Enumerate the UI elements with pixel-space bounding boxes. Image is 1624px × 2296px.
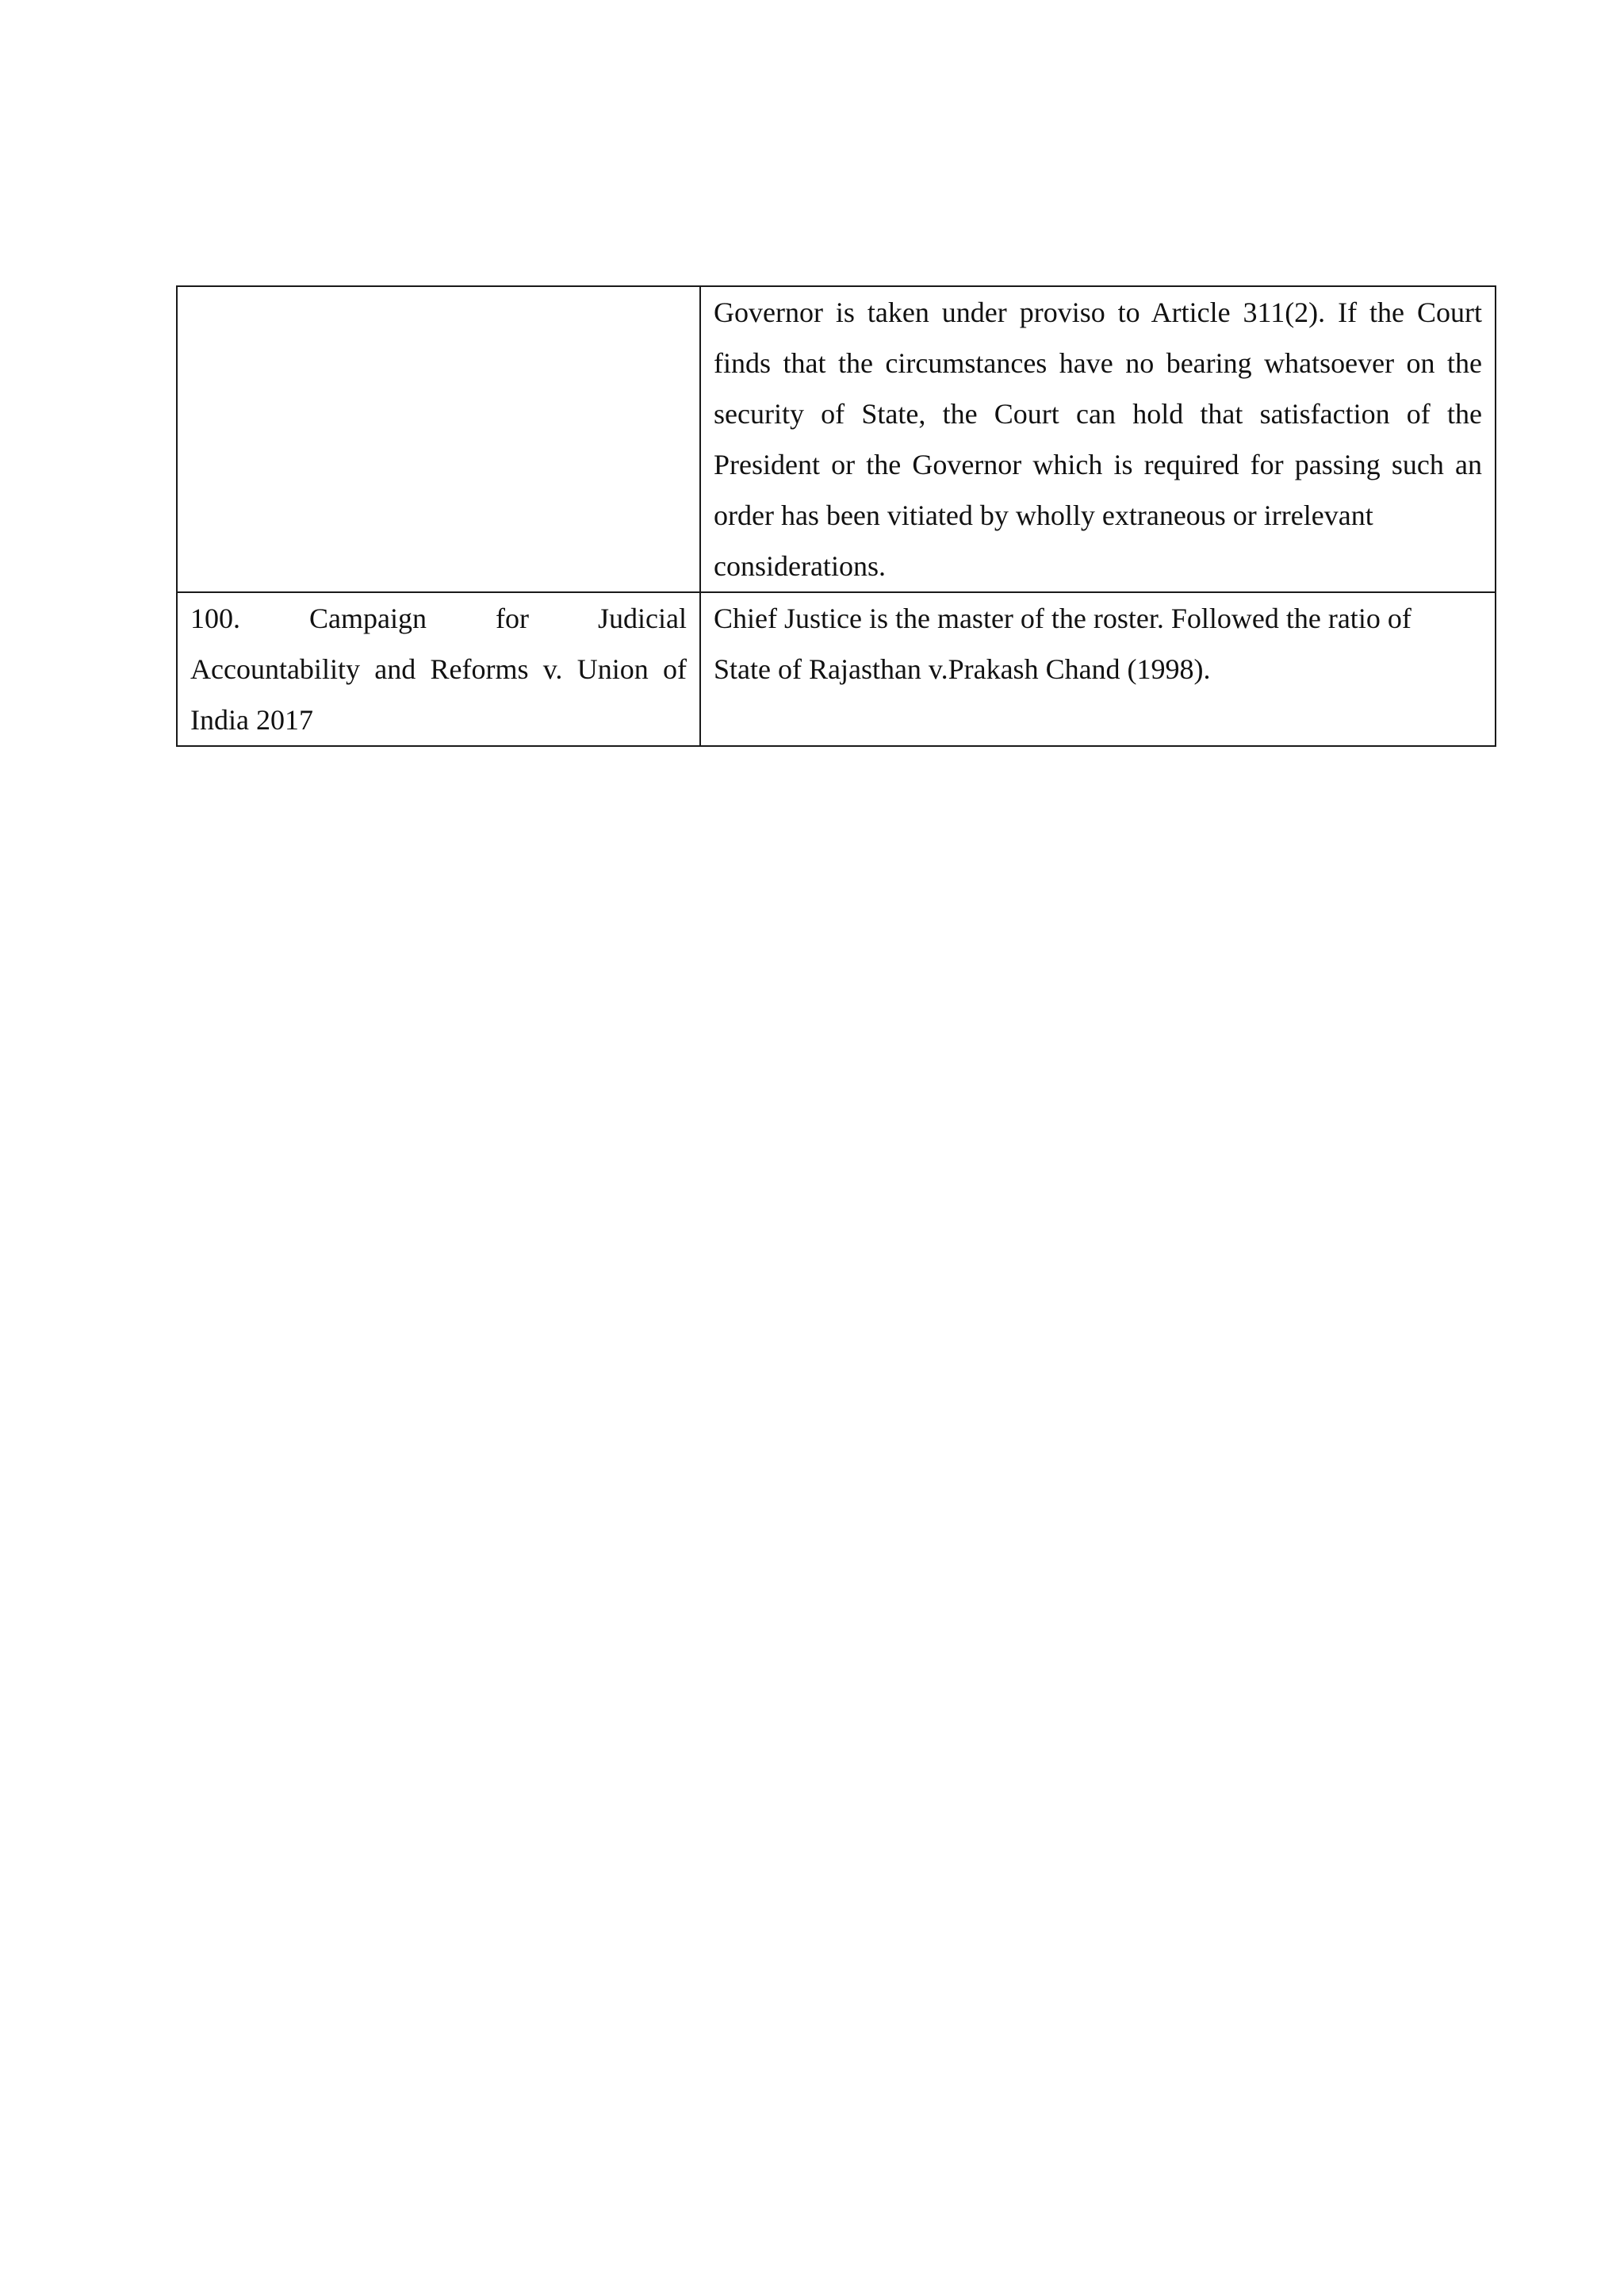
ratio-line: Governor is taken under proviso to Article 311(2). If the Court: [714, 297, 1482, 328]
ratio-line: security of State, the Court can hold that satisfaction of the: [714, 398, 1482, 430]
case-line: 100. Campaign for Judicial: [190, 603, 687, 634]
ratio-line: Chief Justice is the master of the roster. Followed the ratio of: [714, 603, 1411, 634]
case-cell: [177, 592, 700, 746]
ratio-cell: [700, 286, 1496, 592]
ratio-cell: [700, 592, 1496, 746]
ratio-line: State of Rajasthan v.Prakash Chand (1998).: [714, 653, 1211, 685]
case-line: Accountability and Reforms v. Union of: [190, 653, 687, 685]
table-row: [177, 286, 1496, 592]
ratio-line: President or the Governor which is required for passing such an: [714, 449, 1482, 480]
case-cell: [177, 286, 700, 592]
table-row: [177, 592, 1496, 746]
case-table: [176, 285, 1496, 747]
ratio-line: finds that the circumstances have no bearing whatsoever on the: [714, 347, 1482, 379]
ratio-line: considerations.: [714, 550, 886, 582]
ratio-line: order has been vitiated by wholly extraneous or irrelevant: [714, 499, 1373, 531]
case-line: India 2017: [190, 704, 313, 736]
